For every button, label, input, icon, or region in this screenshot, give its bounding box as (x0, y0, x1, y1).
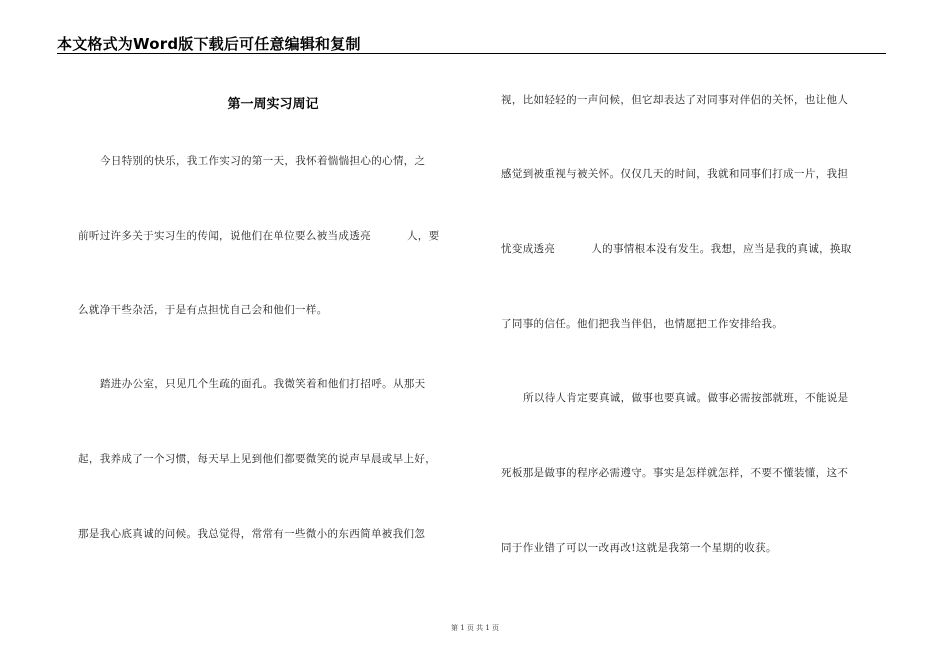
right-line-3-text: 忧变成透亮 (501, 243, 556, 255)
left-line-1: 今日特别的快乐，我工作实习的第一天，我怀着惴惴担心的心情，之 (100, 155, 426, 167)
right-line-1: 视，比如轻轻的一声问候，但它却表达了对同事对伴侣的关怀，也让他人 (501, 94, 849, 106)
left-line-4: 踏进办公室，只见几个生疏的面孔。我微笑着和他们打招呼。从那天 (100, 378, 426, 390)
download-banner-title: 本文格式为Word版下载后可任意编辑和复制 (57, 35, 361, 53)
right-line-3 (501, 242, 852, 256)
page-number: 第 1 页 共 1 页 (450, 624, 500, 632)
right-line-7: 同于作业错了可以一改再改!这就是我第一个星期的收获。 (501, 542, 777, 554)
left-line-2 (78, 229, 440, 243)
right-line-6: 死板那是做事的程序必需遵守。事实是怎样就怎样，不要不懂装懂，这不 (501, 467, 849, 479)
right-line-5: 所以待人肯定要真诚，做事也要真诚。做事必需按部就班，不能说是 (523, 392, 849, 404)
left-line-2-text: 前听过许多关于实习生的传闻，说他们在单位要么被当成透亮 (78, 230, 371, 242)
right-line-4: 了同事的信任。他们把我当伴侣，也情愿把工作安排给我。 (501, 318, 784, 330)
right-line-2: 感觉到被重视与被关怀。仅仅几天的时间，我就和同事们打成一片，我担 (501, 168, 849, 180)
left-line-3: 么就净干些杂活，于是有点担忧自己会和他们一样。 (78, 304, 328, 316)
header-divider (57, 53, 886, 54)
right-line-3-tail: 人的事情根本没有发生。我想，应当是我的真诚，换取 (591, 243, 852, 255)
document-title: 第一周实习周记 (227, 97, 319, 112)
left-line-6: 那是我心底真诚的问候。我总觉得，常常有一些微小的东西简单被我们忽 (78, 528, 426, 540)
left-line-5: 起，我养成了一个习惯，每天早上见到他们都要微笑的说声早晨或早上好， (78, 453, 437, 465)
left-line-2-tail: 人，要 (406, 230, 440, 242)
